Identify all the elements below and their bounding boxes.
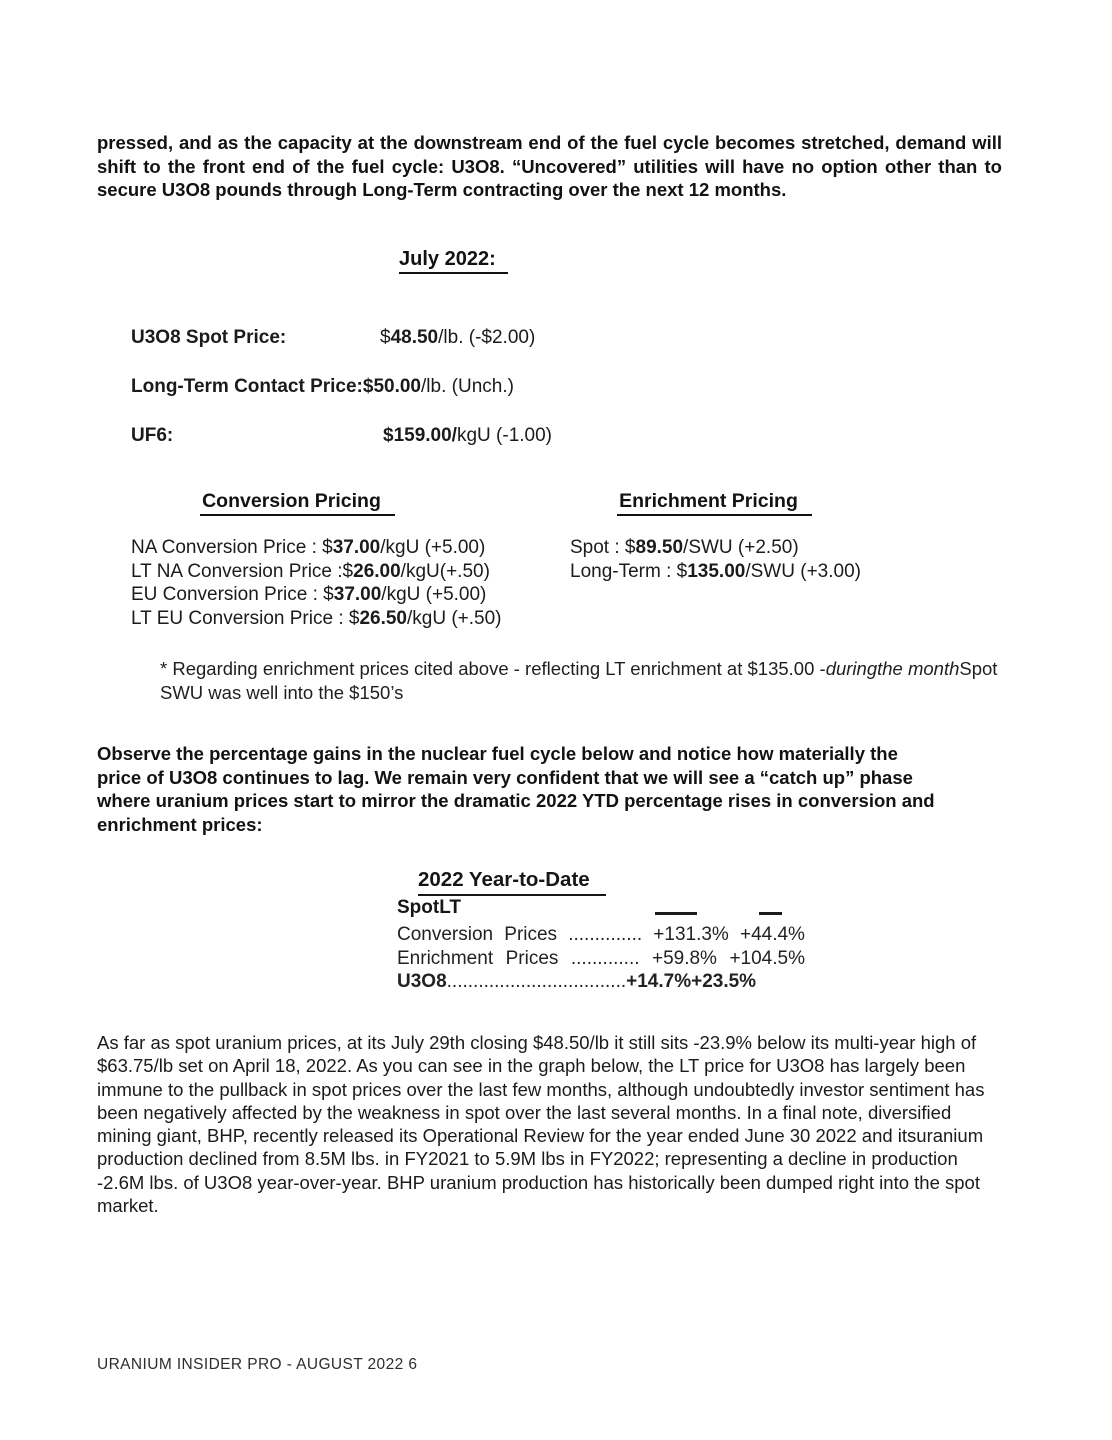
spot-price-label: U3O8 Spot Price: [131,327,287,348]
conversion-item-pre: EU Conversion Price : $ [131,584,334,605]
ytd-row-u3o8 [397,970,805,994]
ytd-table [397,923,805,994]
ytd-column-labels: SpotLT [397,897,462,918]
conversion-pricing-heading: Conversion Pricing [200,490,395,516]
footnote-italic: duringthe month [825,658,960,679]
section-heading-wrap [399,248,508,274]
enrichment-item-post: /SWU (+2.50) [683,537,799,558]
ytd-row-enrichment [397,947,805,971]
observe-paragraph: Observe the percentage gains in the nuclear fuel cycle below and notice how materially the price of U3O8 continues to lag. We remain very confident that we will see a “catch up” phase where uranium prices start to mirror the dramatic 2022 YTD percentage rises in conversion and enrichment prices: [97,743,935,835]
conversion-item-post: /kgU (+.50) [407,607,502,629]
ytd-u3o8-dots: .................................. [446,971,627,992]
conversion-item-value: 26.00 [353,560,401,582]
uf6-price-label: UF6: [131,425,174,446]
conversion-item-pre: NA Conversion Price : $ [131,537,333,558]
conversion-item-post: /kgU (+5.00) [380,537,486,558]
enrichment-footnote [160,657,1005,704]
ytd-row-lt-value: +44.4% [739,924,805,945]
conversion-pricing-list [131,536,502,630]
closing-paragraph: As far as spot uranium prices, at its July 29th closing $48.50/lb it still sits -23.9% below its multi-year high of $63.75/lb set on April 18, 2022. As you can see in the graph below, the LT price for U3O8 has largely been immune to the pullback in spot prices over the last few months, although undoubtedly investor sentiment has been negatively affected by the weakness in spot over the last several months. In a final note, diversified mining giant, BHP, recently released its Operational Review for the year ended June 30 2022 and itsuranium production declined from 8.5M lbs. in FY2021 to 5.9M lbs in FY2022; representing a decline in production -2.6M lbs. of U3O8 year-over-year. BHP uranium production has historically been dumped right into the spot market. [97,1032,985,1217]
conversion-item-value: 26.50 [359,607,407,629]
footnote-pre: * Regarding enrichment prices cited above - reflecting LT enrichment at $135.00 - [160,658,826,679]
long-term-price-bold: Long-Term Contact Price:$50.00 [131,376,422,397]
conversion-item-lt-eu [131,607,502,631]
lt-column-rule [759,912,782,915]
ytd-row-dots: .............. [568,924,643,945]
enrichment-item-value: 135.00 [687,560,746,582]
enrichment-pricing-list [570,536,861,583]
enrichment-item-post: /SWU (+3.00) [745,560,861,582]
ytd-row-conversion [397,923,805,947]
uf6-price-suffix: kgU (-1.00) [456,425,552,446]
enrichment-item-value: 89.50 [635,537,684,558]
conversion-item-pre: LT EU Conversion Price : $ [131,607,360,629]
conversion-item-value: 37.00 [332,537,381,558]
ytd-u3o8-label: U3O8 [397,971,447,992]
uf6-price-value: $159.00/ [383,425,457,446]
enrichment-item-long-term [570,560,861,584]
intro-paragraph: pressed, and as the capacity at the downstream end of the fuel cycle becomes stretched, demand will shift to the front end of the fuel cycle: U3O8. “Uncovered” utilities will have no option other than to secure U3O8 pounds through Long-Term contracting over the next 12 months. [97,132,1002,200]
enrichment-item-spot [570,536,861,560]
ytd-row-dots: ............. [570,947,640,969]
ytd-u3o8-values: +14.7%+23.5% [626,971,757,992]
footnote-post: Spot SWU was well into the $150’s [160,658,998,703]
page-footer: URANIUM INSIDER PRO - AUGUST 2022 6 [97,1356,418,1373]
conversion-item-na [131,536,502,560]
conversion-item-pre: LT NA Conversion Price :$ [131,560,354,582]
ytd-row-word1: Conversion [397,924,494,945]
spot-column-rule [655,912,697,915]
spot-price-suffix: /lb. (-$2.00) [438,327,536,348]
ytd-row-word1: Enrichment [397,947,494,969]
spot-price-value: 48.50 [390,327,439,348]
ytd-row-spot-value: +131.3% [653,924,729,945]
section-heading-july-2022: July 2022: [399,248,508,274]
ytd-row-word2: Prices [504,924,558,945]
conversion-item-post: /kgU (+5.00) [381,584,487,605]
conversion-pricing-heading-wrap [131,490,464,516]
long-term-price-row [131,375,514,398]
conversion-item-value: 37.00 [333,584,382,605]
uf6-price-row [131,424,552,447]
spot-price-currency: $ [380,327,391,348]
ytd-row-spot-value: +59.8% [651,947,717,969]
conversion-item-eu [131,583,502,607]
ytd-row-lt-value: +104.5% [729,947,805,969]
long-term-price-suffix: /lb. (Unch.) [421,376,514,397]
ytd-row-word2: Prices [505,947,559,969]
conversion-item-lt-na [131,560,502,584]
spot-price-row [131,326,535,349]
ytd-heading-wrap [418,868,606,896]
enrichment-pricing-heading: Enrichment Pricing [617,490,812,516]
ytd-heading: 2022 Year-to-Date [418,868,606,896]
conversion-item-post: /kgU(+.50) [400,560,490,582]
enrichment-item-pre: Spot : $ [570,537,636,558]
enrichment-item-pre: Long-Term : $ [570,560,688,582]
enrichment-pricing-heading-wrap [570,490,859,516]
